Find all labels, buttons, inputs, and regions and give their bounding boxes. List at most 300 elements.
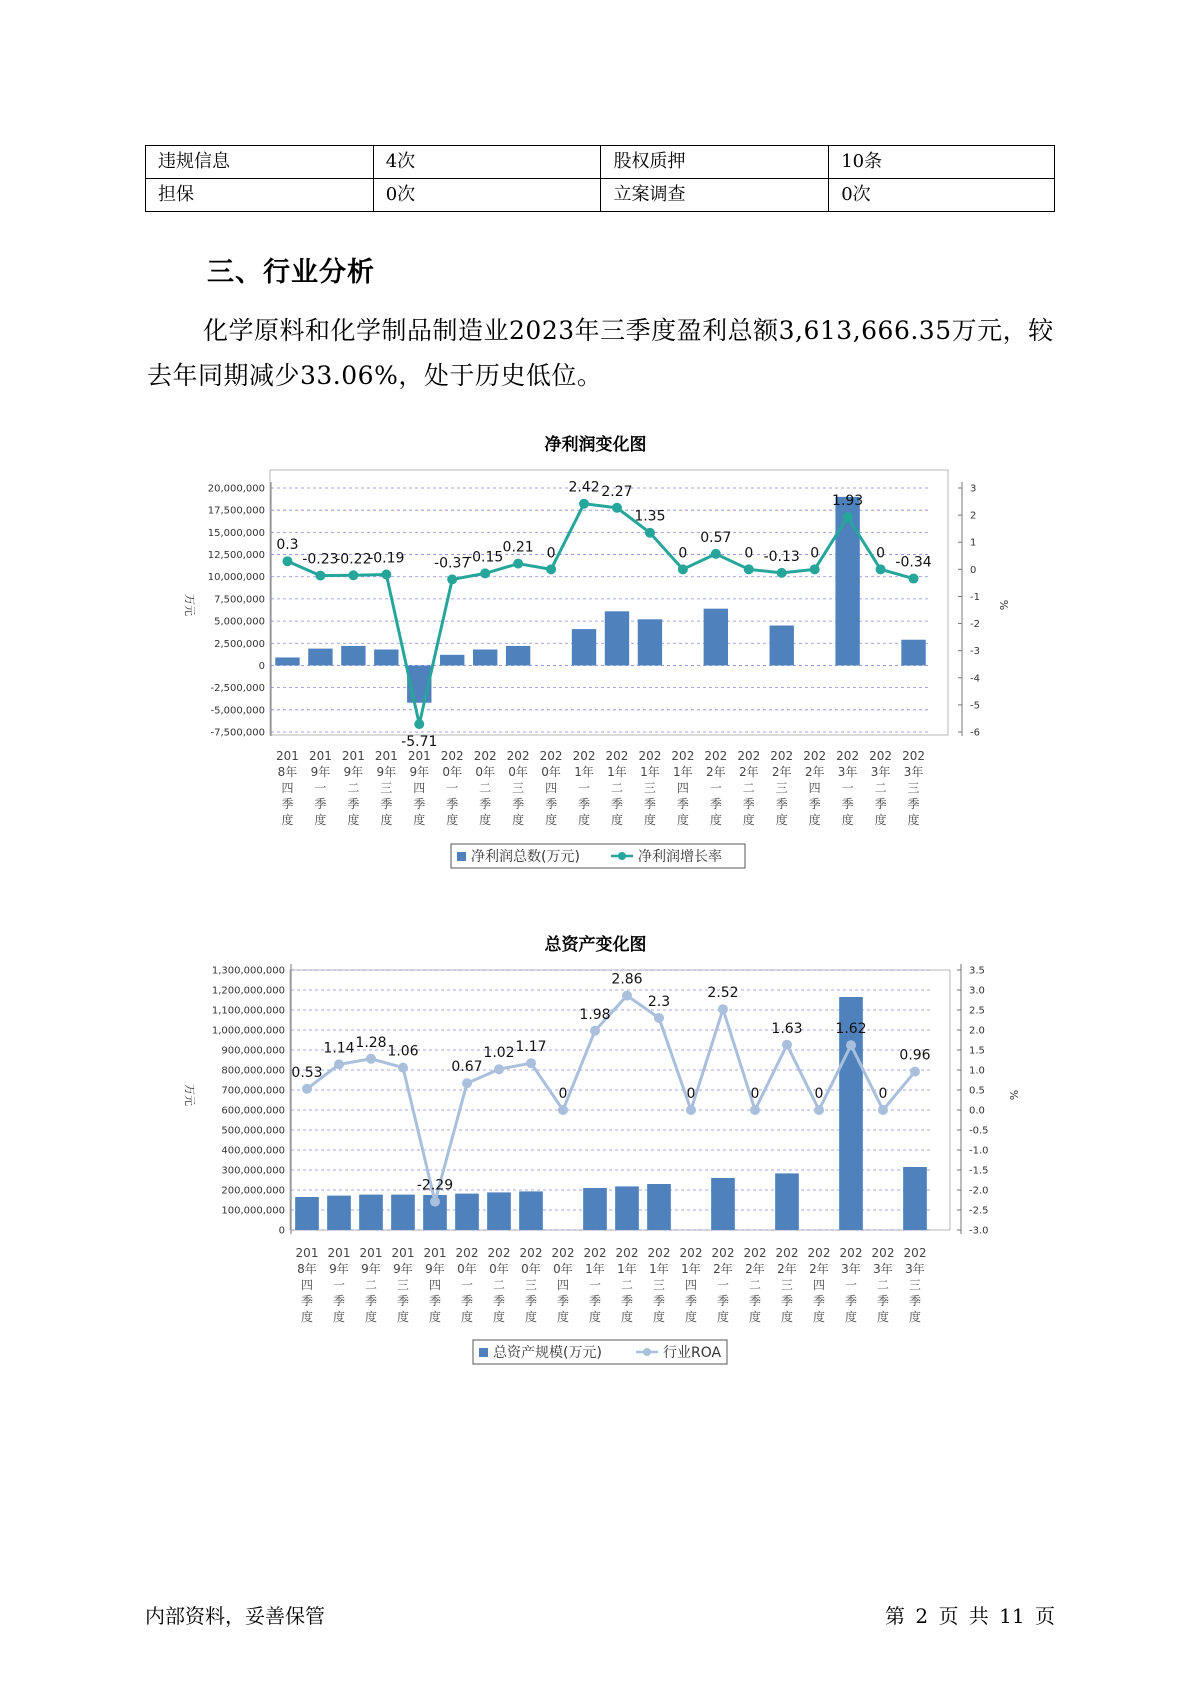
y2-tick-label: 2 xyxy=(970,510,977,522)
x-tick-label: 一 xyxy=(709,781,722,795)
line-point xyxy=(546,564,556,574)
bar xyxy=(605,611,629,665)
x-tick-label: 一 xyxy=(716,1278,730,1292)
x-tick-label: 2年 xyxy=(771,765,792,779)
x-tick-label: 度 xyxy=(841,813,854,827)
y-tick-label: 7,500,000 xyxy=(214,594,265,606)
x-tick-label: 度 xyxy=(844,1310,858,1324)
footer-right: 第 2 页 共 11 页 xyxy=(885,1604,1055,1628)
data-label: 0.3 xyxy=(276,537,299,554)
x-tick-label: 202 xyxy=(839,1246,863,1260)
line-point xyxy=(777,568,787,578)
legend-label: 净利润总数(万元) xyxy=(471,849,580,865)
data-label: 0 xyxy=(878,1086,888,1102)
y2-tick-label: 3 xyxy=(970,483,977,495)
x-tick-label: 201 xyxy=(423,1246,447,1260)
bar xyxy=(359,1195,383,1230)
x-tick-label: 度 xyxy=(876,1310,890,1324)
x-tick-label: 1年 xyxy=(585,1262,605,1276)
x-tick-label: 0年 xyxy=(457,1262,477,1276)
x-tick-label: 季 xyxy=(780,1294,794,1308)
y2-tick-label: -4 xyxy=(970,673,980,685)
data-label: -5.71 xyxy=(401,734,438,751)
x-tick-label: 度 xyxy=(652,1310,666,1324)
data-label: 0 xyxy=(810,545,820,562)
x-tick-label: 201 xyxy=(295,1246,319,1260)
y2-tick-label: 1 xyxy=(970,537,977,549)
x-tick-label: 季 xyxy=(347,797,360,811)
x-tick-label: 度 xyxy=(588,1310,602,1324)
data-label: 1.63 xyxy=(771,1020,803,1037)
bar xyxy=(711,1178,735,1230)
data-label: 0 xyxy=(678,545,688,562)
x-tick-label: 202 xyxy=(903,1246,927,1260)
x-tick-label: 9年 xyxy=(393,1262,413,1276)
data-label: 0.67 xyxy=(451,1059,483,1076)
x-tick-label: 季 xyxy=(748,1294,762,1308)
x-tick-label: 一 xyxy=(578,781,591,795)
y-tick-label: 100,000,000 xyxy=(221,1205,285,1217)
x-tick-label: 1年 xyxy=(649,1262,669,1276)
x-tick-label: 度 xyxy=(709,813,722,827)
bar xyxy=(341,646,365,666)
legend-line-marker xyxy=(618,852,626,860)
bar xyxy=(647,1184,671,1230)
x-tick-label: 四 xyxy=(684,1278,698,1292)
y2-tick-label: -1.5 xyxy=(969,1165,989,1177)
line-point xyxy=(398,1063,408,1073)
y2-tick-label: -5 xyxy=(970,700,980,712)
data-label: 1.06 xyxy=(387,1043,419,1060)
data-label: -0.19 xyxy=(368,550,405,567)
data-label: 1.17 xyxy=(515,1039,547,1056)
x-tick-label: 202 xyxy=(506,749,530,763)
x-tick-label: 1年 xyxy=(681,1262,701,1276)
x-tick-label: 四 xyxy=(300,1278,314,1292)
x-tick-label: 季 xyxy=(332,1294,346,1308)
x-tick-label: 3年 xyxy=(841,1262,861,1276)
y-tick-label: 0 xyxy=(278,1225,285,1237)
x-tick-label: 季 xyxy=(524,1294,538,1308)
x-tick-label: 度 xyxy=(684,1310,698,1324)
x-tick-label: 一 xyxy=(844,1278,858,1292)
x-tick-label: 度 xyxy=(446,813,459,827)
data-label: 0 xyxy=(686,1086,696,1102)
x-tick-label: 201 xyxy=(391,1246,415,1260)
x-tick-label: 度 xyxy=(780,1310,794,1324)
x-tick-label: 0年 xyxy=(489,1262,509,1276)
x-tick-label: 季 xyxy=(652,1294,666,1308)
x-tick-label: 9年 xyxy=(361,1262,381,1276)
line-point xyxy=(579,499,589,509)
x-tick-label: 三 xyxy=(780,1278,794,1292)
x-tick-label: 度 xyxy=(347,813,360,827)
legend-bar-swatch xyxy=(457,852,466,861)
data-label: 1.28 xyxy=(355,1034,387,1051)
y2-tick-label: 3.0 xyxy=(969,985,985,997)
x-tick-label: 202 xyxy=(737,749,761,763)
y-tick-label: 300,000,000 xyxy=(221,1165,285,1177)
x-tick-label: 四 xyxy=(428,1278,442,1292)
x-tick-label: 度 xyxy=(492,1310,506,1324)
legend-line-marker xyxy=(643,1348,651,1356)
x-tick-label: 三 xyxy=(652,1278,666,1292)
x-tick-label: 1年 xyxy=(574,765,594,779)
x-tick-label: 度 xyxy=(620,1310,634,1324)
y-tick-label: 12,500,000 xyxy=(207,550,265,562)
x-tick-label: 9年 xyxy=(425,1262,445,1276)
x-tick-label: 四 xyxy=(281,781,294,795)
legend-label: 净利润增长率 xyxy=(638,849,722,865)
x-tick-label: 202 xyxy=(647,1246,671,1260)
x-tick-label: 202 xyxy=(836,749,860,763)
x-tick-label: 季 xyxy=(446,797,459,811)
line-point xyxy=(282,556,292,566)
x-tick-label: 201 xyxy=(374,749,398,763)
y-tick-label: 500,000,000 xyxy=(221,1125,285,1137)
y-tick-label: 1,300,000,000 xyxy=(211,965,285,977)
bar xyxy=(487,1192,511,1230)
y2-tick-label: -3.0 xyxy=(969,1225,989,1237)
x-tick-label: 三 xyxy=(775,781,788,795)
y2-tick-label: 0.5 xyxy=(969,1085,985,1097)
x-tick-label: 度 xyxy=(460,1310,474,1324)
x-tick-label: 201 xyxy=(407,749,431,763)
legend-label: 行业ROA xyxy=(663,1345,722,1361)
x-tick-label: 一 xyxy=(446,781,459,795)
x-tick-label: 四 xyxy=(808,781,821,795)
data-label: 1.14 xyxy=(323,1040,355,1057)
x-tick-label: 一 xyxy=(332,1278,346,1292)
x-tick-label: 季 xyxy=(479,797,492,811)
x-tick-label: 季 xyxy=(742,797,755,811)
y-tick-label: 200,000,000 xyxy=(221,1185,285,1197)
x-tick-label: 9年 xyxy=(343,765,364,779)
x-tick-label: 季 xyxy=(396,1294,410,1308)
table-cell: 4次 xyxy=(373,146,601,179)
x-tick-label: 202 xyxy=(704,749,728,763)
y-tick-label: 1,200,000,000 xyxy=(211,985,285,997)
data-label: -0.37 xyxy=(434,555,471,572)
line-point xyxy=(878,1105,888,1115)
x-tick-label: 度 xyxy=(479,813,492,827)
line-point xyxy=(654,1013,664,1023)
data-label: -0.13 xyxy=(763,548,800,565)
x-tick-label: 季 xyxy=(874,797,887,811)
data-label: 0 xyxy=(744,545,754,562)
x-tick-label: 202 xyxy=(869,749,893,763)
line-point xyxy=(711,549,721,559)
line-point xyxy=(480,568,490,578)
y2-tick-label: 2.5 xyxy=(969,1005,985,1017)
y2-axis-title: % xyxy=(997,599,1010,611)
x-tick-label: 2年 xyxy=(738,765,759,779)
y2-tick-label: 1.0 xyxy=(969,1065,985,1077)
line-point xyxy=(526,1058,536,1068)
x-tick-label: 202 xyxy=(539,749,563,763)
y-tick-label: 10,000,000 xyxy=(207,572,265,584)
x-tick-label: 季 xyxy=(492,1294,506,1308)
x-tick-label: 季 xyxy=(709,797,722,811)
x-tick-label: 度 xyxy=(907,813,920,827)
line-point xyxy=(622,991,632,1001)
y-tick-label: 800,000,000 xyxy=(221,1065,285,1077)
x-tick-label: 二 xyxy=(748,1278,762,1292)
y-tick-label: -5,000,000 xyxy=(210,705,265,717)
x-tick-label: 3年 xyxy=(903,765,924,779)
x-tick-label: 9年 xyxy=(310,765,331,779)
x-tick-label: 2年 xyxy=(809,1262,829,1276)
info-table xyxy=(145,145,1055,212)
x-tick-label: 度 xyxy=(428,1310,442,1324)
x-tick-label: 季 xyxy=(380,797,393,811)
x-tick-label: 2年 xyxy=(804,765,825,779)
chart-title: 净利润变化图 xyxy=(544,435,647,455)
data-label: 1.98 xyxy=(579,1006,611,1023)
table-row xyxy=(146,179,1055,212)
x-tick-label: 202 xyxy=(638,749,662,763)
bar xyxy=(506,646,530,666)
x-tick-label: 1年 xyxy=(607,765,627,779)
bar xyxy=(308,649,332,666)
x-tick-label: 202 xyxy=(775,1246,799,1260)
x-tick-label: 202 xyxy=(605,749,629,763)
x-tick-label: 202 xyxy=(807,1246,831,1260)
x-tick-label: 度 xyxy=(364,1310,378,1324)
x-tick-label: 202 xyxy=(803,749,827,763)
data-label: 0 xyxy=(546,545,556,562)
line-point xyxy=(381,569,391,579)
x-tick-label: 三 xyxy=(524,1278,538,1292)
table-cell: 立案调查 xyxy=(601,179,829,212)
bar xyxy=(704,609,728,666)
y-tick-label: 1,000,000,000 xyxy=(211,1025,285,1037)
y-tick-label: -7,500,000 xyxy=(210,727,265,739)
y2-tick-label: -1 xyxy=(970,591,980,603)
data-label: 0.57 xyxy=(700,529,732,546)
x-tick-label: 三 xyxy=(396,1278,410,1292)
x-tick-label: 202 xyxy=(519,1246,543,1260)
x-tick-label: 202 xyxy=(743,1246,767,1260)
line-point xyxy=(876,564,886,574)
x-tick-label: 9年 xyxy=(409,765,430,779)
table-cell: 担保 xyxy=(146,179,374,212)
x-tick-label: 1年 xyxy=(617,1262,637,1276)
table-cell: 0次 xyxy=(373,179,601,212)
data-label: 0.21 xyxy=(502,539,534,556)
x-tick-label: 季 xyxy=(716,1294,730,1308)
y2-axis-title: % xyxy=(1007,1089,1020,1101)
x-tick-label: 季 xyxy=(512,797,525,811)
x-tick-label: 度 xyxy=(300,1310,314,1324)
line-point xyxy=(750,1105,760,1115)
x-tick-label: 202 xyxy=(572,749,596,763)
x-tick-label: 季 xyxy=(460,1294,474,1308)
y-tick-label: 600,000,000 xyxy=(221,1105,285,1117)
y2-tick-label: -2.0 xyxy=(969,1185,989,1197)
line-point xyxy=(590,1026,600,1036)
x-tick-label: 二 xyxy=(742,781,755,795)
x-tick-label: 季 xyxy=(844,1294,858,1308)
x-tick-label: 一 xyxy=(314,781,327,795)
x-tick-label: 度 xyxy=(413,813,426,827)
y-tick-label: 17,500,000 xyxy=(207,505,265,517)
y-tick-label: 15,000,000 xyxy=(207,527,265,539)
bar xyxy=(583,1188,607,1230)
bar xyxy=(327,1196,351,1230)
line-point xyxy=(718,1004,728,1014)
x-tick-label: 度 xyxy=(578,813,591,827)
x-tick-label: 季 xyxy=(907,797,920,811)
x-tick-label: 2年 xyxy=(706,765,726,779)
x-tick-label: 3年 xyxy=(837,765,858,779)
x-tick-label: 一 xyxy=(588,1278,602,1292)
line-point xyxy=(909,574,919,584)
bar xyxy=(295,1197,319,1230)
x-tick-label: 二 xyxy=(479,781,492,795)
x-tick-label: 度 xyxy=(716,1310,730,1324)
data-label: 2.42 xyxy=(568,479,600,496)
x-tick-label: 201 xyxy=(327,1246,351,1260)
analysis-paragraph: 化学原料和化学制品制造业2023年三季度盈利总额3,613,666.35万元，较去年同期减少33.06%，处于历史低位。 xyxy=(147,316,1054,390)
footer-left: 内部资料，妥善保管 xyxy=(145,1604,325,1628)
x-tick-label: 度 xyxy=(610,813,623,827)
line-point xyxy=(494,1064,504,1074)
y-axis-title: 万元 xyxy=(183,594,196,616)
data-label: 1.02 xyxy=(483,1045,515,1062)
data-label: -2.29 xyxy=(416,1177,454,1194)
x-tick-label: 季 xyxy=(841,797,854,811)
data-label: 0 xyxy=(876,545,886,562)
x-tick-label: 季 xyxy=(610,797,623,811)
bar xyxy=(903,1167,927,1230)
y-tick-label: 700,000,000 xyxy=(221,1085,285,1097)
line-point xyxy=(462,1078,472,1088)
x-tick-label: 二 xyxy=(876,1278,890,1292)
y2-tick-label: -3 xyxy=(970,646,980,658)
y-tick-label: 20,000,000 xyxy=(207,483,265,495)
x-tick-label: 202 xyxy=(583,1246,607,1260)
x-tick-label: 四 xyxy=(556,1278,570,1292)
x-tick-label: 201 xyxy=(308,749,332,763)
x-tick-label: 3年 xyxy=(905,1262,925,1276)
data-label: 2.27 xyxy=(601,483,633,500)
bar xyxy=(473,649,497,665)
data-label: 2.3 xyxy=(647,994,671,1010)
y-tick-label: 2,500,000 xyxy=(214,638,265,650)
section-title: 三、行业分析 xyxy=(207,257,375,288)
line-point xyxy=(414,719,424,729)
y2-tick-label: 2.0 xyxy=(969,1025,985,1037)
x-tick-label: 四 xyxy=(812,1278,826,1292)
x-tick-label: 季 xyxy=(620,1294,634,1308)
x-tick-label: 二 xyxy=(364,1278,378,1292)
x-tick-label: 9年 xyxy=(329,1262,349,1276)
x-tick-label: 8年 xyxy=(277,765,298,779)
x-tick-label: 三 xyxy=(380,781,393,795)
x-tick-label: 度 xyxy=(314,813,327,827)
x-tick-label: 二 xyxy=(610,781,623,795)
x-tick-label: 三 xyxy=(643,781,656,795)
x-tick-label: 季 xyxy=(428,1294,442,1308)
y-tick-label: 1,100,000,000 xyxy=(211,1005,285,1017)
x-tick-label: 度 xyxy=(545,813,558,827)
table-row xyxy=(146,146,1055,179)
x-tick-label: 季 xyxy=(908,1294,922,1308)
x-tick-label: 0年 xyxy=(553,1262,573,1276)
bar xyxy=(374,649,398,665)
bar xyxy=(275,657,299,665)
x-tick-label: 四 xyxy=(676,781,689,795)
line-point xyxy=(678,564,688,574)
x-tick-label: 2年 xyxy=(713,1262,733,1276)
x-tick-label: 202 xyxy=(902,749,925,763)
x-tick-label: 季 xyxy=(684,1294,698,1308)
line-point xyxy=(782,1040,792,1050)
x-tick-label: 度 xyxy=(874,813,887,827)
data-label: -0.15 xyxy=(467,549,504,566)
x-tick-label: 3年 xyxy=(870,765,891,779)
x-tick-label: 度 xyxy=(380,813,393,827)
line-point xyxy=(686,1105,696,1115)
line-point xyxy=(513,559,523,569)
bar xyxy=(638,619,662,665)
line-point xyxy=(744,564,754,574)
y2-tick-label: -2 xyxy=(970,619,980,631)
data-label: 0 xyxy=(750,1086,760,1102)
x-tick-label: 度 xyxy=(643,813,656,827)
x-tick-label: 二 xyxy=(492,1278,506,1292)
y2-tick-label: -0.5 xyxy=(969,1125,989,1137)
x-tick-label: 三 xyxy=(908,1278,922,1292)
x-tick-label: 0年 xyxy=(541,765,561,779)
y2-tick-label: 1.5 xyxy=(969,1045,985,1057)
x-tick-label: 201 xyxy=(341,749,365,763)
x-tick-label: 0年 xyxy=(475,765,495,779)
x-tick-label: 季 xyxy=(281,797,294,811)
x-tick-label: 度 xyxy=(742,813,755,827)
line-point xyxy=(302,1084,312,1094)
x-tick-label: 季 xyxy=(876,1294,890,1308)
line-point xyxy=(447,574,457,584)
line-point xyxy=(334,1059,344,1069)
bar xyxy=(455,1194,479,1230)
x-tick-label: 季 xyxy=(556,1294,570,1308)
x-tick-label: 一 xyxy=(460,1278,474,1292)
x-tick-label: 三 xyxy=(907,781,920,795)
x-tick-label: 季 xyxy=(413,797,426,811)
table-cell: 0次 xyxy=(829,179,1055,212)
data-label: -0.22 xyxy=(335,551,372,568)
data-label: 0.53 xyxy=(291,1064,323,1081)
x-tick-label: 三 xyxy=(512,781,525,795)
data-label: 2.52 xyxy=(707,985,739,1002)
bar xyxy=(901,640,925,666)
x-tick-label: 季 xyxy=(643,797,656,811)
data-label: -0.34 xyxy=(895,554,932,571)
data-label: 1.62 xyxy=(835,1021,867,1038)
x-tick-label: 二 xyxy=(874,781,887,795)
x-tick-label: 201 xyxy=(359,1246,383,1260)
bar xyxy=(391,1195,415,1230)
x-tick-label: 202 xyxy=(473,749,497,763)
x-tick-label: 度 xyxy=(775,813,788,827)
line-point xyxy=(315,571,325,581)
x-tick-label: 202 xyxy=(487,1246,511,1260)
x-tick-label: 202 xyxy=(871,1246,895,1260)
bar xyxy=(519,1191,543,1230)
table-cell: 10条 xyxy=(829,146,1055,179)
